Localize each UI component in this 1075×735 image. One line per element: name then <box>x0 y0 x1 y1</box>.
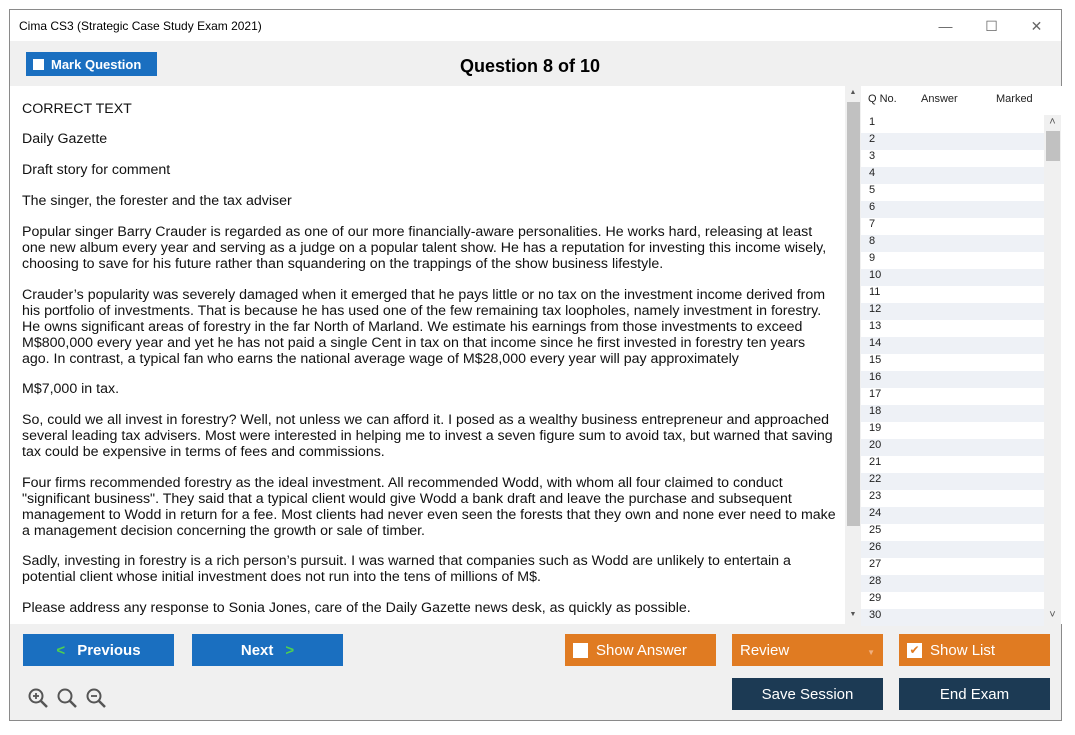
minimize-button[interactable]: — <box>938 18 953 34</box>
mark-question-checkbox[interactable] <box>33 59 44 70</box>
list-scroll-down-icon[interactable]: ˅ <box>1049 609 1056 621</box>
question-list-panel <box>861 86 1062 624</box>
question-list-row[interactable]: 28 <box>861 575 1044 592</box>
show-list-button[interactable] <box>899 634 1050 666</box>
content-paragraph: Popular singer Barry Crauder is regarded as one of our more financially-aware personalities. He works hard, releasing at least one new album every year and serving as a judge on a popular talent show. He has a reputation for investing this income wisely, choosing to save for his future rather than squandering on the trappings of the show business lifestyle. <box>22 224 827 272</box>
question-list-row[interactable]: 5 <box>869 184 876 196</box>
question-list-row[interactable]: 17 <box>869 388 882 400</box>
question-list-row[interactable]: 15 <box>869 354 882 366</box>
content-paragraph: Daily Gazette <box>22 131 108 147</box>
question-list-scrollbar-thumb[interactable] <box>1046 131 1060 161</box>
content-scrollbar-thumb[interactable] <box>847 102 860 526</box>
dropdown-arrow-icon: ▼ <box>867 648 875 657</box>
question-list-row[interactable]: 29 <box>869 592 882 604</box>
question-list-row[interactable]: 13 <box>869 320 882 332</box>
question-list-row[interactable]: 21 <box>869 456 882 468</box>
question-list-row[interactable]: 30 <box>861 609 1044 626</box>
show-answer-label: Show Answer <box>596 641 687 659</box>
question-list-row[interactable]: 9 <box>869 252 876 264</box>
question-list-row[interactable]: 8 <box>861 235 1044 252</box>
list-scroll-up-icon[interactable]: ˄ <box>1049 116 1056 128</box>
question-list-row[interactable]: 16 <box>861 371 1044 388</box>
content-paragraph: So, could we all invest in forestry? Well, not unless we can afford it. I posed as a wealthy business entrepreneur and approached several leading tax advisers. Most were interested in helping me to invest a seven figure sum to avoid tax, but warned that saving tax could be expensive in terms of fees and commissions. <box>22 412 833 460</box>
previous-label: Previous <box>77 641 141 659</box>
zoom-reset-icon[interactable] <box>56 687 78 709</box>
question-list-row[interactable]: 25 <box>869 524 882 536</box>
content-paragraph: M$7,000 in tax. <box>22 381 120 397</box>
show-list-label: Show List <box>930 641 996 659</box>
question-content <box>10 86 845 624</box>
title-bar <box>10 10 1061 41</box>
question-list-row[interactable]: 7 <box>869 218 876 230</box>
next-button[interactable] <box>192 634 343 666</box>
question-list-row[interactable]: 24 <box>861 507 1044 524</box>
content-paragraph: Four firms recommended forestry as the ideal investment. All recommended Wodd, with whom all four claimed to conduct "significant business". They said that a typical client would give Wodd a bank draft and leave the purchase and subsequent management to Wodd in return for a fee. Most clients had never even seen the forests that they own and none ever need to make a management decision concerning the growth or sale of timber. <box>22 475 836 539</box>
answer-header: Answer <box>921 93 958 105</box>
review-label: Review <box>740 641 790 659</box>
mark-question-label: Mark Question <box>51 56 142 72</box>
content-paragraph: Draft story for comment <box>22 162 171 178</box>
show-answer-checkbox[interactable] <box>573 643 588 658</box>
scroll-down-arrow-icon[interactable]: ▼ <box>849 611 857 618</box>
show-list-checkbox[interactable]: ✔ <box>907 643 922 658</box>
question-list-row[interactable]: 1 <box>869 116 876 128</box>
app-window <box>9 9 1062 721</box>
scroll-up-arrow-icon[interactable]: ▲ <box>849 89 857 96</box>
content-scrollbar[interactable] <box>845 86 861 624</box>
content-paragraph: CORRECT TEXT <box>22 101 132 117</box>
maximize-button[interactable]: ☐ <box>985 17 998 34</box>
question-list-row[interactable]: 18 <box>861 405 1044 422</box>
content-paragraph: The singer, the forester and the tax adviser <box>22 193 292 209</box>
question-list-row[interactable]: 6 <box>861 201 1044 218</box>
question-list-row[interactable]: 11 <box>869 286 881 298</box>
chevron-left-icon: < <box>56 641 66 659</box>
window-title: Cima CS3 (Strategic Case Study Exam 2021) <box>19 19 262 33</box>
question-list-row[interactable]: 4 <box>861 167 1044 184</box>
question-list-row[interactable]: 19 <box>869 422 882 434</box>
content-paragraph: Sadly, investing in forestry is a rich person’s pursuit. I was warned that companies such as Wodd are unlikely to entertain a potential client whose initial investment does not run into the tens of millions of M$. <box>22 553 791 585</box>
content-paragraph: Crauder’s popularity was severely damaged when it emerged that he pays little or no tax on the investment income derived from his portfolio of investments. That is because he has used one of the few remaining tax loopholes, namely investment in forestry. He owns significant areas of forestry in the far North of Marland. We estimate his earnings from those investments to exceed M$800,000 every year and yet he has not paid a single Cent in tax on that income since he first invested in forestry ten years ago. In contrast, a typical fan who earns the national average wage of M$28,000 every year will pay approximately <box>22 287 826 367</box>
previous-button[interactable] <box>23 634 174 666</box>
content-paragraph: Please address any response to Sonia Jones, care of the Daily Gazette news desk, as quickly as possible. <box>22 600 691 616</box>
question-list-row[interactable]: 14 <box>861 337 1044 354</box>
show-answer-button[interactable] <box>565 634 716 666</box>
question-list-row[interactable]: 3 <box>869 150 876 162</box>
question-list-scrollbar[interactable] <box>1044 115 1061 624</box>
question-list <box>861 116 1044 626</box>
question-list-row[interactable]: 12 <box>861 303 1044 320</box>
marked-header: Marked <box>996 93 1033 105</box>
save-session-button[interactable]: Save Session <box>732 678 883 710</box>
question-list-row[interactable]: 10 <box>861 269 1044 286</box>
question-list-row[interactable]: 26 <box>861 541 1044 558</box>
question-list-row[interactable]: 27 <box>869 558 882 570</box>
question-list-row[interactable]: 20 <box>861 439 1044 456</box>
chevron-right-icon: > <box>285 641 295 659</box>
zoom-out-icon[interactable] <box>85 687 107 709</box>
review-dropdown[interactable] <box>732 634 883 666</box>
question-header <box>10 41 1061 86</box>
end-exam-button[interactable]: End Exam <box>899 678 1050 710</box>
question-list-row[interactable]: 2 <box>861 133 1044 150</box>
mark-question-button[interactable] <box>26 52 157 76</box>
question-title: Question 8 of 10 <box>459 56 601 76</box>
zoom-in-icon[interactable] <box>27 687 49 709</box>
next-label: Next <box>240 641 274 659</box>
close-button[interactable]: ✕ <box>1030 17 1043 34</box>
q-no-header: Q No. <box>868 93 897 105</box>
question-list-row[interactable]: 23 <box>869 490 882 502</box>
question-list-row[interactable]: 22 <box>861 473 1044 490</box>
